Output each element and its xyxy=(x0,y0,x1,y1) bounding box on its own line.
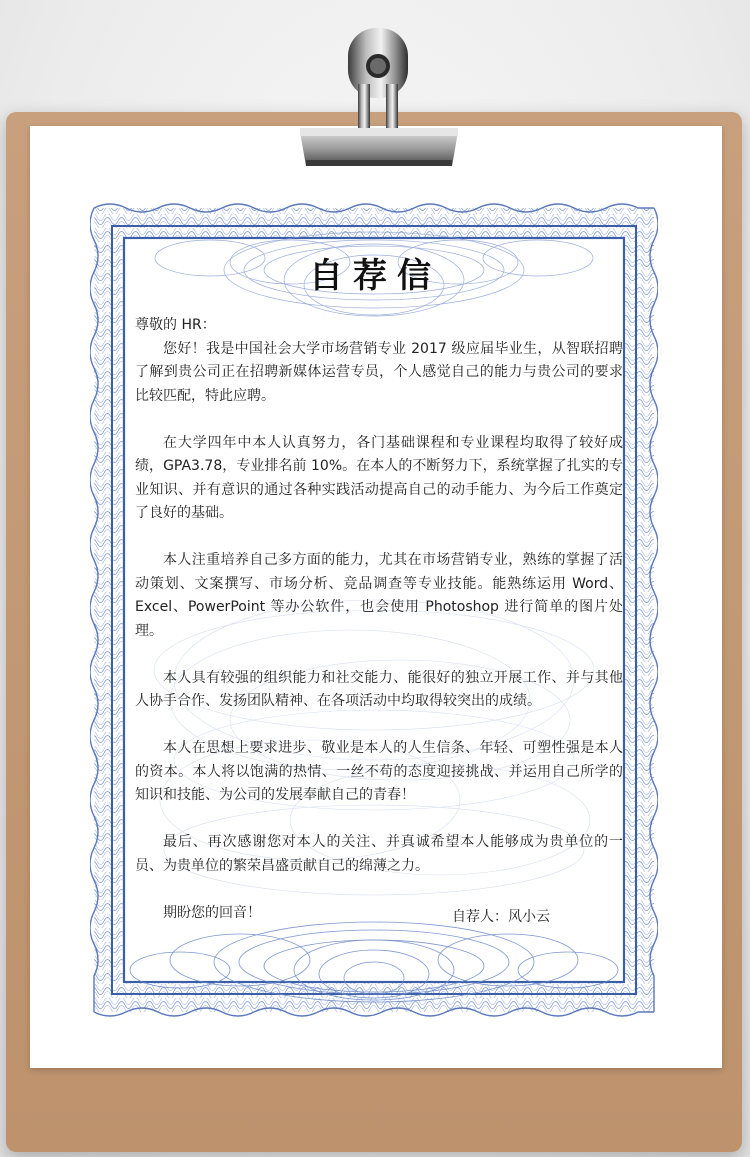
letter-closing: 期盼您的回音！ xyxy=(163,904,261,921)
letter-paragraph: 您好！我是中国社会大学市场营销专业 2017 级应届毕业生，从智联招聘了解到贵公司正在招聘新媒体运营专员，个人感觉自己的能力与贵公司的要求比较匹配，特此应聘。 xyxy=(135,340,623,404)
binder-clip-icon xyxy=(296,24,462,172)
letter-paragraph: 本人具有较强的组织能力和社交能力、能很好的独立开展工作、并与其他人协手合作、发扬团队精神、在各项活动中均取得较突出的成绩。 xyxy=(135,669,623,709)
letter-title: 自荐信 xyxy=(309,256,441,296)
letter-body xyxy=(135,314,623,925)
letter-paragraph: 在大学四年中本人认真努力，各门基础课程和专业课程均取得了较好成绩，GPA3.78，专业排名前 10%。在本人的不断努力下，系统掌握了扎实的专业知识、并有意识的通过各种实践活动提高自己的动手能力、为今后工作奠定了良好的基础。 xyxy=(135,434,623,521)
letter-signature: 自荐人：风小云 xyxy=(452,909,550,925)
letter-paragraph: 本人注重培养自己多方面的能力，尤其在市场营销专业，熟练的掌握了活动策划、文案撰写、市场分析、竞品调查等专业技能。能熟练运用 Word、Excel、PowerPoint 等办公软件，也会使用 Photoshop 进行简单的图片处理。 xyxy=(135,552,623,639)
letter-paragraph: 最后、再次感谢您对本人的关注、并真诚希望本人能够成为贵单位的一员、为贵单位的繁荣昌盛贡献自己的绵薄之力。 xyxy=(135,834,623,874)
letter-greeting: 尊敬的 HR： xyxy=(135,317,216,333)
letter-paragraph: 本人在思想上要求进步、敬业是本人的人生信条、年轻、可塑性强是本人的资本。本人将以饱满的热情、一丝不苟的态度迎接挑战、并运用自己所学的知识和技能、为公司的发展奉献自己的青春！ xyxy=(135,740,623,803)
